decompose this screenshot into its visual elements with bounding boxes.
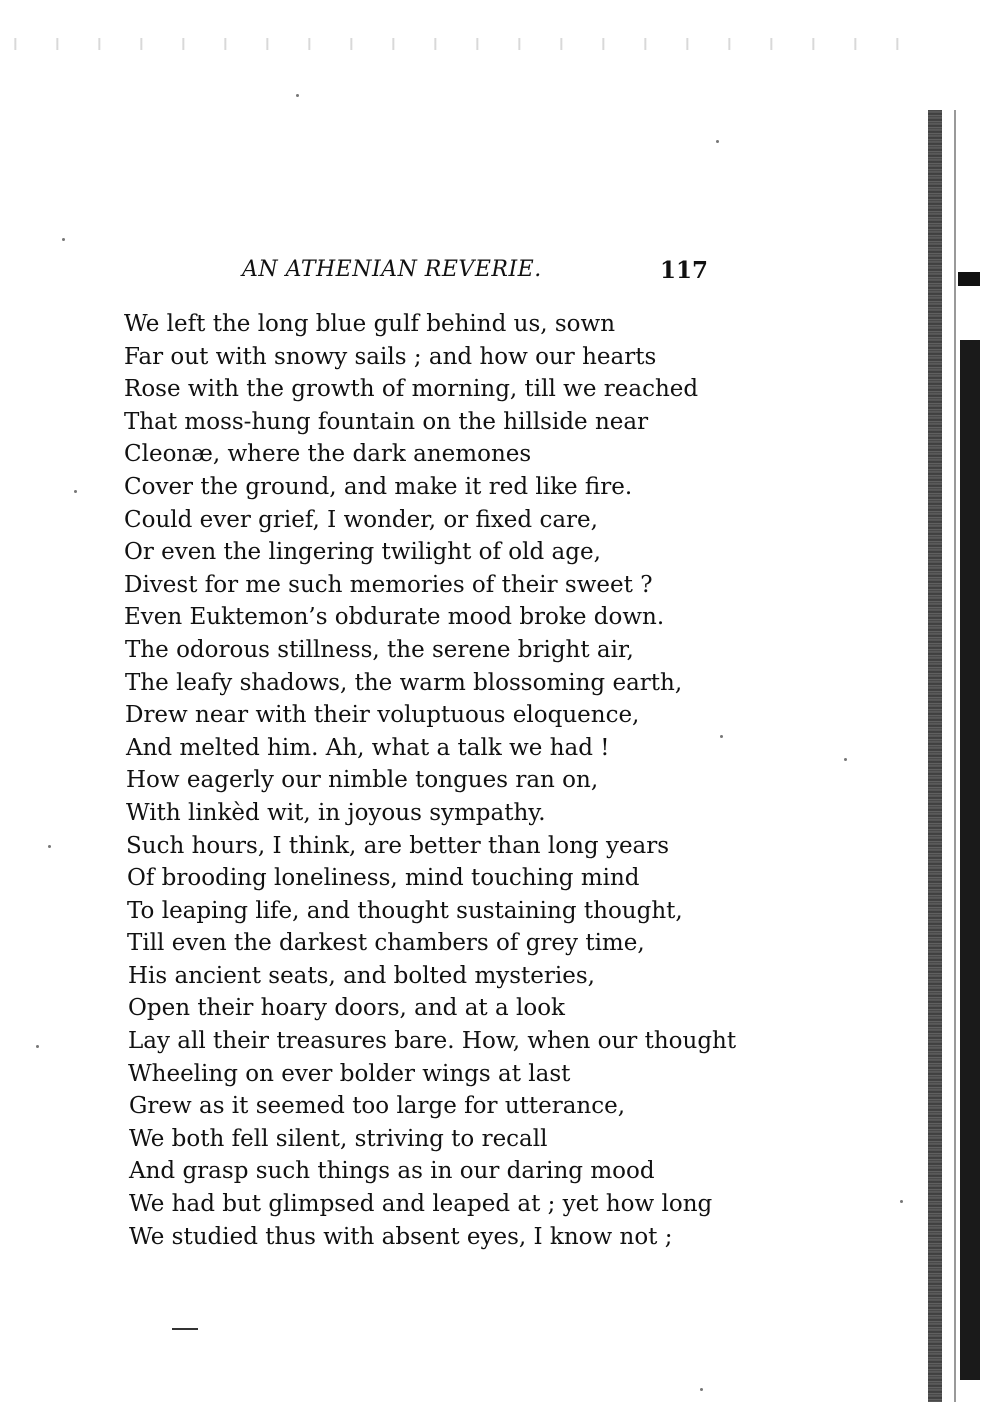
poem-line: Rose with the growth of morning, till we reached xyxy=(124,376,699,403)
poem-line: Such hours, I think, are better than long years xyxy=(126,832,670,859)
scan-speck xyxy=(720,735,723,738)
poem-line: His ancient seats, and bolted mysteries, xyxy=(128,962,595,989)
scan-speck xyxy=(844,758,847,761)
poem-line: Drew near with their voluptuous eloquence, xyxy=(125,702,640,729)
poem-line: Could ever grief, I wonder, or fixed care, xyxy=(124,506,598,533)
binding-edge xyxy=(928,110,968,1402)
poem-line: And grasp such things as in our daring mood xyxy=(129,1158,655,1185)
poem-line: Of brooding loneliness, mind touching mind xyxy=(127,865,640,892)
binding-strip-left xyxy=(928,110,942,1402)
poem-line: With linkèd wit, in joyous sympathy. xyxy=(126,799,546,826)
poem-line: Open their hoary doors, and at a look xyxy=(128,995,565,1022)
scan-speck xyxy=(716,140,719,143)
poem-line: Grew as it seemed too large for utterance, xyxy=(129,1093,626,1120)
running-title: AN ATHENIAN REVERIE. xyxy=(242,257,542,282)
poem-line: The leafy shadows, the warm blossoming earth, xyxy=(125,669,683,696)
poem-line: Cleonæ, where the dark anemones xyxy=(124,441,532,468)
scan-speck xyxy=(62,238,65,241)
poem-line: The odorous stillness, the serene bright air, xyxy=(125,636,634,663)
poem-line: Or even the lingering twilight of old age, xyxy=(124,539,601,566)
page-number: 117 xyxy=(660,257,709,284)
binding-strip-right xyxy=(960,340,980,1380)
poem-line: How eagerly our nimble tongues ran on, xyxy=(126,767,599,794)
scan-speck xyxy=(74,490,77,493)
poem-line: We both fell silent, striving to recall xyxy=(129,1125,548,1152)
poem-line: Far out with snowy sails ; and how our hearts xyxy=(124,343,657,370)
poem-line: Divest for me such memories of their sweet ? xyxy=(124,571,653,598)
scan-speck xyxy=(296,94,299,97)
poem-line: Even Euktemon’s obdurate mood broke down. xyxy=(124,604,665,631)
scan-speck xyxy=(900,1200,903,1203)
scan-speck xyxy=(36,1045,39,1048)
binding-thin-line xyxy=(954,110,956,1402)
poem-line: We had but glimpsed and leaped at ; yet how long xyxy=(129,1191,713,1218)
poem-line: Cover the ground, and make it red like fire. xyxy=(124,473,633,500)
poem-line: To leaping life, and thought sustaining thought, xyxy=(127,897,683,924)
binding-notch xyxy=(958,272,980,286)
poem-line: Wheeling on ever bolder wings at last xyxy=(128,1060,571,1087)
poem-line: We left the long blue gulf behind us, sown xyxy=(124,311,616,337)
poem-line: And melted him. Ah, what a talk we had ! xyxy=(126,734,610,761)
scan-noise-top xyxy=(0,38,930,50)
poem-line: That moss-hung fountain on the hillside near xyxy=(124,408,649,435)
scan-speck xyxy=(48,845,51,848)
poem-line: Lay all their treasures bare. How, when our thought xyxy=(128,1028,737,1055)
poem-line: Till even the darkest chambers of grey time, xyxy=(127,930,645,957)
scan-speck xyxy=(700,1388,703,1391)
page-header xyxy=(230,257,710,289)
scan-dash xyxy=(172,1328,198,1330)
poem-line: We studied thus with absent eyes, I know not ; xyxy=(129,1223,673,1250)
poem-text xyxy=(124,308,737,1253)
